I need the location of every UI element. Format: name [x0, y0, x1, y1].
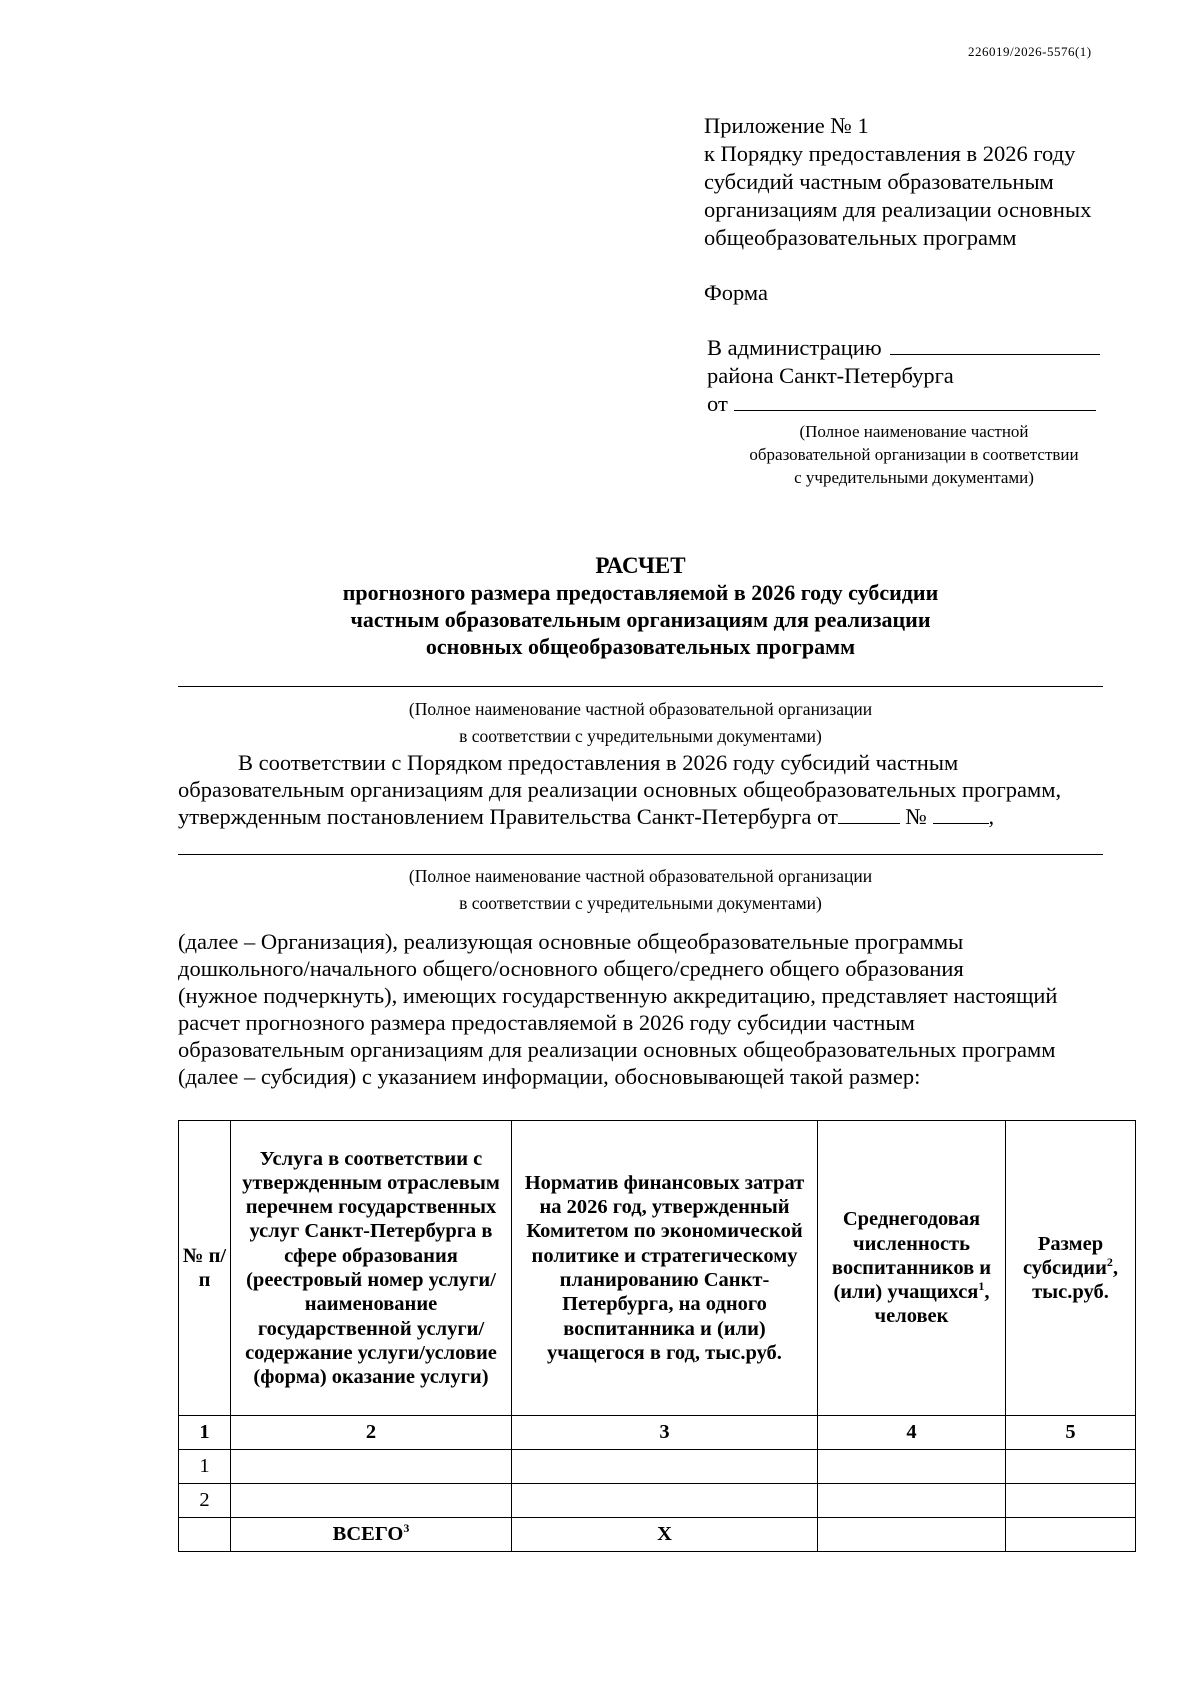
subsidy-calculation-table	[178, 1120, 1136, 1552]
column-number: 3	[512, 1416, 818, 1450]
address-district: района Санкт-Петербурга	[707, 363, 954, 388]
address-block	[707, 334, 1157, 418]
header-service: Услуга в соответствии с утвержденным отраслевым перечнем государственных услуг Санкт-Петербурга в сфере образования (реестровый номер услуги/наименование государственной услуги/содержание услуги/условие (форма) оказание услуги)	[231, 1121, 512, 1416]
students-cell[interactable]	[818, 1484, 1006, 1518]
paragraph-line: В соответствии с Порядком предоставления в 2026 году субсидий частным	[238, 750, 959, 775]
address-from-prefix: от	[707, 391, 728, 416]
paragraph-line: дошкольного/начального общего/основного общего/среднего общего образования	[178, 956, 964, 981]
column-number: 2	[231, 1416, 512, 1450]
header-number: № п/п	[179, 1121, 231, 1416]
column-number-row	[179, 1416, 1136, 1450]
service-cell[interactable]	[231, 1450, 512, 1484]
header-subsidy-text: Размер субсидии	[1022, 1232, 1107, 1279]
header-students: Среднегодовая численность воспитанников и (или) учащихся$^1$, человек	[818, 1121, 1006, 1416]
paragraph-line: образовательным организациям для реализации основных общеобразовательных программ	[178, 1037, 1056, 1062]
header-norm: Норматив финансовых затрат на 2026 год, утвержденный Комитетом по экономической политике и стратегическому планированию Санкт-Петербурга, на одного воспитанника и (или) учащегося в год, тыс.руб.	[512, 1121, 818, 1416]
document-registration-number: 226019/2026-5576(1)	[968, 44, 1092, 59]
row-number: 2	[179, 1484, 231, 1518]
row-number: 1	[179, 1450, 231, 1484]
organization-caption-1	[178, 696, 1103, 750]
column-number: 5	[1006, 1416, 1136, 1450]
administration-name-field[interactable]	[890, 336, 1100, 355]
caption-line: в соответствии с учредительными документами)	[459, 893, 822, 913]
appendix-line: Приложение № 1	[704, 113, 869, 138]
header-subsidy-unit: тыс.руб.	[1032, 1281, 1109, 1304]
paragraph-body	[178, 928, 1126, 1090]
organization-name-line-1[interactable]	[178, 686, 1103, 687]
header-subsidy: Размер субсидии$^2$, тыс.руб.	[1006, 1121, 1136, 1416]
norm-cell[interactable]	[512, 1484, 818, 1518]
paragraph-line: (далее – субсидия) с указанием информации, обосновывающей такой размер:	[178, 1064, 921, 1089]
appendix-line: субсидий частным образовательным	[704, 169, 1054, 194]
paragraph-line: (нужное подчеркнуть), имеющих государственную аккредитацию, представляет настоящий	[178, 983, 1058, 1008]
service-cell[interactable]	[231, 1484, 512, 1518]
subsidy-cell[interactable]	[1006, 1450, 1136, 1484]
total-label	[231, 1518, 512, 1552]
total-students-cell[interactable]	[818, 1518, 1006, 1552]
address-note-line: (Полное наименование частной	[799, 422, 1029, 441]
number-sign: №	[905, 804, 927, 829]
title-line: частным образовательным организациям для реализации	[350, 607, 931, 632]
appendix-line: организациям для реализации основных	[704, 197, 1092, 222]
column-number: 1	[179, 1416, 231, 1450]
total-norm-cell: Х	[512, 1518, 818, 1552]
footnote-marker: 2	[1106, 1255, 1113, 1270]
address-to-prefix: В администрацию	[707, 335, 882, 360]
organization-name-field[interactable]	[734, 392, 1096, 411]
footnote-marker: 3	[403, 1521, 410, 1536]
total-label-text: ВСЕГО	[332, 1523, 404, 1546]
paragraph-line: образовательным организациям для реализации основных общеобразовательных программ,	[178, 777, 1062, 802]
title-main: РАСЧЕТ	[595, 553, 686, 578]
caption-line: (Полное наименование частной образовательной организации	[408, 699, 873, 719]
caption-line: в соответствии с учредительными документами)	[459, 726, 822, 746]
paragraph-line: расчет прогнозного размера предоставляемой в 2026 году субсидии частным	[178, 1010, 915, 1035]
address-note-line: с учредительными документами)	[794, 468, 1034, 487]
table-row	[179, 1450, 1136, 1484]
table-row	[179, 1484, 1136, 1518]
title-line: основных общеобразовательных программ	[425, 634, 856, 659]
form-label: Форма	[704, 280, 769, 305]
appendix-header	[704, 112, 1164, 252]
decree-number-field[interactable]	[933, 807, 989, 824]
organization-name-line-2[interactable]	[178, 854, 1103, 855]
total-row	[179, 1518, 1136, 1552]
header-students-text: Среднегодовая численность воспитанников и (или) учащихся	[831, 1208, 992, 1304]
document-title	[178, 552, 1103, 660]
paragraph-line: (далее – Организация), реализующая основные общеобразовательные программы	[178, 929, 964, 954]
norm-cell[interactable]	[512, 1450, 818, 1484]
address-note	[705, 420, 1123, 489]
total-number-cell	[179, 1518, 231, 1552]
address-note-line: образовательной организации в соответствии	[749, 445, 1079, 464]
title-line: прогнозного размера предоставляемой в 2026 году субсидии	[342, 580, 939, 605]
comma: ,	[988, 804, 995, 829]
paragraph-text: утвержденным постановлением Правительства Санкт-Петербурга от	[178, 804, 838, 829]
paragraph-line-with-fields	[178, 803, 1126, 830]
table-header-row	[179, 1121, 1136, 1416]
students-cell[interactable]	[818, 1450, 1006, 1484]
appendix-line: общеобразовательных программ	[704, 225, 1017, 250]
footnote-marker: 1	[978, 1279, 985, 1294]
subsidy-cell[interactable]	[1006, 1484, 1136, 1518]
paragraph-intro	[178, 749, 1126, 830]
column-number: 4	[818, 1416, 1006, 1450]
decree-date-field[interactable]	[838, 807, 900, 824]
total-subsidy-cell[interactable]	[1006, 1518, 1136, 1552]
caption-line: (Полное наименование частной образовательной организации	[408, 866, 873, 886]
header-students-unit: человек	[874, 1305, 949, 1328]
organization-caption-2	[178, 863, 1103, 917]
appendix-line: к Порядку предоставления в 2026 году	[704, 141, 1076, 166]
